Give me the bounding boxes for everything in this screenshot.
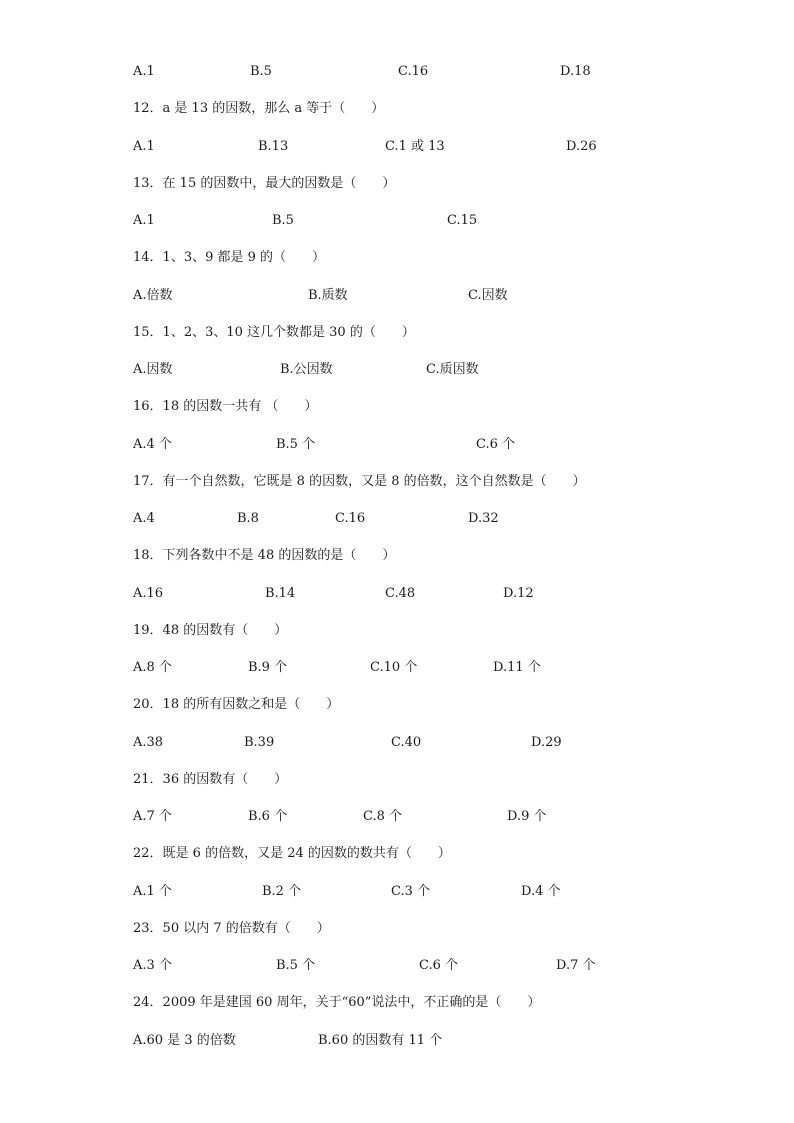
question-17 [0, 472, 794, 492]
options-row-q19 [0, 658, 794, 678]
options-row-q13 [0, 211, 794, 231]
option-b: B.6 个 [248, 809, 288, 824]
options-row-q16 [0, 435, 794, 455]
option-b: B.8 [237, 511, 259, 526]
options-row-q22 [0, 882, 794, 902]
question-text: 15．1、2、3、10 这几个数都是 30 的（ ） [133, 325, 415, 340]
question-text: 12．a 是 13 的因数，那么 a 等于（ ） [133, 101, 385, 116]
option-a: A.4 [133, 511, 155, 526]
option-d: D.11 个 [493, 660, 541, 675]
question-23 [0, 919, 794, 939]
option-c: C.10 个 [370, 660, 418, 675]
options-row-q15 [0, 360, 794, 380]
question-18 [0, 546, 794, 566]
option-d: D.9 个 [507, 809, 547, 824]
options-row-q12 [0, 137, 794, 157]
option-d: D.7 个 [556, 958, 596, 973]
question-24 [0, 993, 794, 1013]
question-12 [0, 99, 794, 119]
option-a: A.1 [133, 64, 155, 79]
option-a: A.因数 [133, 362, 173, 377]
options-row-q17 [0, 509, 794, 529]
question-text: 16．18 的因数一共有 （ ） [133, 399, 318, 414]
option-c: C.16 [398, 64, 429, 79]
question-text: 24．2009 年是建国 60 周年，关于“60”说法中，不正确的是（ ） [133, 995, 541, 1010]
option-b: B.5 [272, 213, 294, 228]
option-c: C.8 个 [363, 809, 403, 824]
option-d: D.32 [468, 511, 499, 526]
option-b: B.5 个 [276, 437, 316, 452]
options-row-q24 [0, 1031, 794, 1051]
option-d: D.29 [531, 735, 562, 750]
question-text: 22．既是 6 的倍数，又是 24 的因数的数共有（ ） [133, 846, 451, 861]
question-13 [0, 174, 794, 194]
option-b: B.39 [244, 735, 275, 750]
question-22 [0, 844, 794, 864]
option-a: A.1 [133, 213, 155, 228]
option-a: A.38 [133, 735, 164, 750]
option-b: B.质数 [308, 288, 348, 303]
question-19 [0, 621, 794, 641]
option-c: C.48 [385, 586, 416, 601]
options-row-q18 [0, 584, 794, 604]
option-d: D.4 个 [521, 884, 561, 899]
option-b: B.5 [250, 64, 272, 79]
options-row-q11 [0, 62, 794, 82]
option-c: C.6 个 [476, 437, 516, 452]
option-c: C.6 个 [419, 958, 459, 973]
option-c: C.质因数 [426, 362, 479, 377]
question-text: 18．下列各数中不是 48 的因数的是（ ） [133, 548, 396, 563]
question-text: 13．在 15 的因数中，最大的因数是（ ） [133, 176, 396, 191]
option-b: B.14 [265, 586, 296, 601]
option-a: A.3 个 [133, 958, 172, 973]
option-c: C.40 [391, 735, 422, 750]
options-row-q20 [0, 733, 794, 753]
question-text: 14．1、3、9 都是 9 的（ ） [133, 250, 326, 265]
option-c: C.16 [335, 511, 366, 526]
option-a: A.7 个 [133, 809, 172, 824]
options-row-q21 [0, 807, 794, 827]
question-16 [0, 397, 794, 417]
option-b: B.公因数 [280, 362, 333, 377]
question-text: 20．18 的所有因数之和是（ ） [133, 697, 340, 712]
options-row-q14 [0, 286, 794, 306]
question-20 [0, 695, 794, 715]
question-21 [0, 770, 794, 790]
option-a: A.60 是 3 的倍数 [133, 1033, 236, 1048]
option-b: B.5 个 [276, 958, 316, 973]
option-b: B.13 [258, 139, 289, 154]
option-c: C.15 [447, 213, 478, 228]
option-a: A.8 个 [133, 660, 172, 675]
option-a: A.4 个 [133, 437, 172, 452]
question-15 [0, 323, 794, 343]
option-d: D.18 [560, 64, 591, 79]
option-a: A.1 [133, 139, 155, 154]
question-14 [0, 248, 794, 268]
option-c: C.3 个 [391, 884, 431, 899]
option-d: D.26 [566, 139, 597, 154]
options-row-q23 [0, 956, 794, 976]
option-a: A.16 [133, 586, 164, 601]
question-text: 21．36 的因数有（ ） [133, 772, 288, 787]
option-b: B.60 的因数有 11 个 [318, 1033, 443, 1048]
option-c: C.因数 [468, 288, 508, 303]
option-a: A.1 个 [133, 884, 172, 899]
option-a: A.倍数 [133, 288, 173, 303]
question-text: 19．48 的因数有（ ） [133, 623, 288, 638]
option-b: B.2 个 [262, 884, 302, 899]
option-d: D.12 [503, 586, 534, 601]
question-text: 23．50 以内 7 的倍数有（ ） [133, 921, 330, 936]
option-c: C.1 或 13 [385, 139, 445, 154]
option-b: B.9 个 [248, 660, 288, 675]
question-text: 17．有一个自然数，它既是 8 的因数，又是 8 的倍数，这个自然数是（ ） [133, 474, 586, 489]
